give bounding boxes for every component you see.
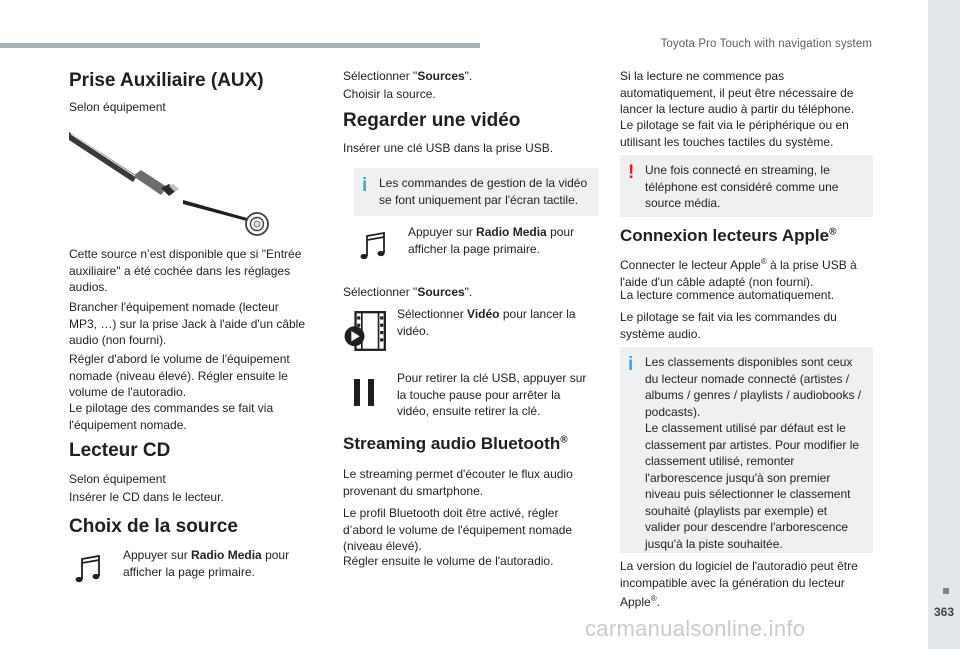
- aux-paragraph-1: Cette source n’est disponible que si "Entrée auxiliaire" a été cochée dans les réglages audios.: [69, 247, 302, 294]
- cd-heading: Lecteur CD: [69, 440, 171, 461]
- apple-paragraph-last: La version du logiciel de l'autoradio peut être incompatible avec la génération du lecteur Apple®.: [620, 559, 858, 609]
- choose-source: Choisir la source.: [343, 87, 436, 101]
- aux-heading: Prise Auxiliaire (AUX): [69, 70, 264, 91]
- cd-paragraph-1: Selon équipement: [69, 472, 166, 486]
- apple-paragraph-2: Le pilotage se fait via les commandes du système audio.: [620, 310, 837, 341]
- video-info-note: [354, 168, 599, 216]
- info-icon: i: [362, 175, 368, 196]
- pause-text: Pour retirer la clé USB, appuyer sur la touche pause pour arrêter la vidéo, ensuite retirer la clé.: [397, 371, 587, 418]
- video-radio-media-row: [354, 224, 599, 264]
- choice-heading: Choix de la source: [69, 516, 238, 537]
- side-band: [928, 0, 960, 649]
- warning-icon: !: [628, 162, 635, 183]
- apple-heading: Connexion lecteurs Apple®: [620, 226, 837, 245]
- video-select-row: [343, 306, 599, 356]
- streaming-warning-text: Une fois connecté en streaming, le téléphone est considéré comme une source média.: [645, 163, 839, 210]
- streaming-paragraph-1a: Si la lecture ne commence pas automatiquement, il peut être nécessaire de lancer la lecture audio à partir du téléphone.: [620, 69, 855, 116]
- choice-radio-media-text: Appuyer sur Radio Media pour afficher la page primaire.: [123, 548, 290, 579]
- music-note-icon: [354, 228, 394, 268]
- pause-icon: [349, 374, 389, 414]
- pause-row: [343, 370, 599, 420]
- apple-info-text-a: Les classements disponibles sont ceux du lecteur nomade connecté (artistes / albums / genres / playlists / audiobooks / podcasts).: [645, 355, 862, 419]
- video-paragraph-1: Insérer une clé USB dans la prise USB.: [343, 141, 554, 155]
- music-note-icon: [69, 551, 109, 591]
- bluetooth-paragraph-2b: Régler ensuite le volume de l'autoradio.: [343, 554, 554, 568]
- streaming-warning-note: [620, 155, 873, 217]
- bluetooth-paragraph-1: Le streaming permet d'écouter le flux audio provenant du smartphone.: [343, 467, 573, 498]
- apple-info-note: [620, 347, 873, 553]
- header-rule: [0, 43, 480, 48]
- choice-radio-media-row: [69, 547, 307, 587]
- cd-paragraph-2: Insérer le CD dans le lecteur.: [69, 490, 224, 504]
- video-play-icon: [343, 308, 389, 354]
- aux-paragraph-2: Brancher l'équipement nomade (lecteur MP3, …) sur la prise Jack à l'aide d'un câble audio (non fourni).: [69, 300, 306, 347]
- side-marker: [943, 588, 949, 594]
- apple-info-text-b: Le classement utilisé par défaut est le classement par artistes. Pour modifier le classement utilisé, remonter l'arborescence jusqu'à son premier niveau puis sélectionner le classement souhaité (playlists par exemple) et valider pour descendre l'arborescence jusqu'à la piste souhaitée.: [645, 421, 860, 551]
- video-info-note-text: Les commandes de gestion de la vidéo se font uniquement par l'écran tactile.: [379, 176, 588, 207]
- bluetooth-paragraph-2a: Le profil Bluetooth doit être activé, régler d’abord le volume de l'équipement nomade (niveau élevé).: [343, 506, 573, 553]
- aux-paragraph-3b: Le pilotage des commandes se fait via l'équipement nomade.: [69, 401, 274, 432]
- video-select-text: Sélectionner Vidéo pour lancer la vidéo.: [397, 307, 576, 338]
- aux-jack-illustration: [69, 118, 279, 238]
- video-heading: Regarder une vidéo: [343, 110, 521, 131]
- apple-paragraph-1a: Connecter le lecteur Apple® à la prise USB à l'aide d'un câble adapté (non fourni).: [620, 257, 857, 289]
- bluetooth-heading: Streaming audio Bluetooth®: [343, 434, 568, 453]
- apple-paragraph-1b: La lecture commence automatiquement.: [620, 288, 835, 302]
- info-icon: i: [628, 354, 634, 375]
- video-radio-media-text: Appuyer sur Radio Media pour afficher la page primaire.: [408, 225, 575, 256]
- select-sources-2: Sélectionner "Sources".: [343, 285, 473, 299]
- select-sources-1: Sélectionner "Sources".: [343, 69, 473, 83]
- aux-subtitle: Selon équipement: [69, 100, 166, 114]
- streaming-paragraph-1b: Le pilotage se fait via le périphérique ou en utilisant les touches tactiles du système.: [620, 118, 849, 149]
- watermark: carmanualsonline.info: [585, 616, 806, 641]
- running-head: Toyota Pro Touch with navigation system: [660, 38, 872, 50]
- aux-paragraph-3a: Régler d'abord le volume de l'équipement nomade (niveau élevé). Régler ensuite le volume de l'autoradio.: [69, 352, 290, 399]
- page-number: 363: [933, 605, 954, 619]
